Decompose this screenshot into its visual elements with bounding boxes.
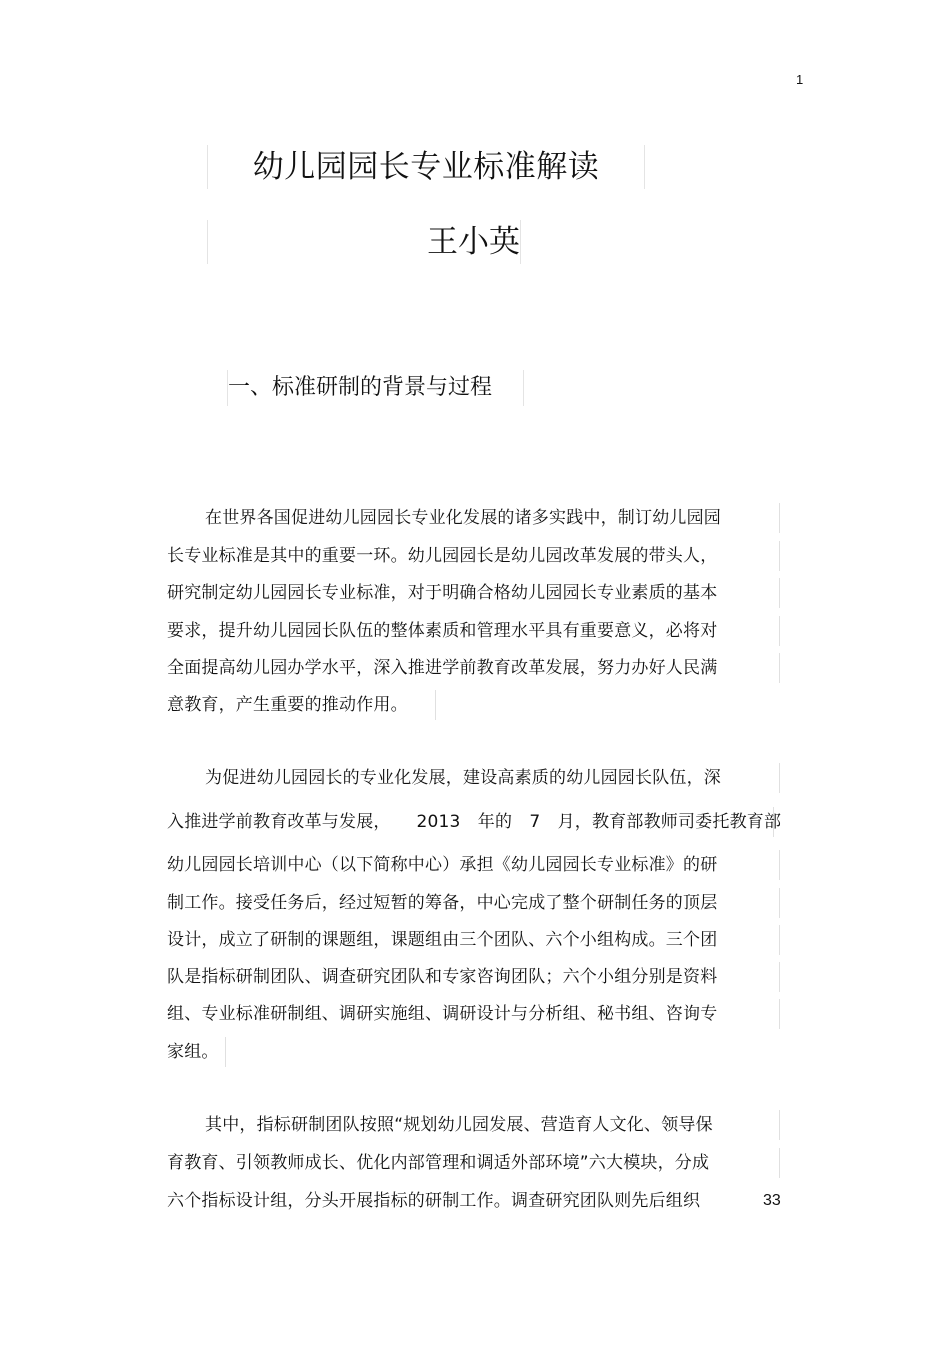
author-name: 王小英 — [207, 220, 521, 264]
paragraph-3-line-1: 其中，指标研制团队按照“规划幼儿园发展、营造育人文化、领导保 — [167, 1110, 780, 1140]
paragraph-3-line-3: 六个指标设计组，分头开展指标的研制工作。调查研究团队则先后组织 — [167, 1191, 701, 1211]
paragraph-2-line-6: 队是指标研制团队、调查研究团队和专家咨询团队；六个小组分别是资料 — [167, 962, 780, 992]
paragraph-2-line-2: 入推进学前教育改革与发展， 2013 年的 7 月，教育部教师司委托教育部 — [167, 807, 774, 837]
paragraph-1-line-6: 意教育，产生重要的推动作用。 — [167, 690, 436, 720]
paragraph-2-line-1: 为促进幼儿园园长的专业化发展，建设高素质的幼儿园园长队伍，深 — [167, 763, 780, 793]
page-number: 1 — [796, 72, 804, 87]
paragraph-2-line-5: 设计，成立了研制的课题组，课题组由三个团队、六个小组构成。三个团 — [167, 925, 780, 955]
paragraph-1-line-4: 要求，提升幼儿园园长队伍的整体素质和管理水平具有重要意义，必将对 — [167, 616, 780, 646]
paragraph-1-line-1: 在世界各国促进幼儿园园长专业化发展的诸多实践中，制订幼儿园园 — [167, 503, 780, 533]
paragraph-1-line-2: 长专业标准是其中的重要一环。幼儿园园长是幼儿园改革发展的带头人， — [167, 541, 780, 571]
paragraph-3-line-2: 育教育、引领教师成长、优化内部管理和调适外部环境”六大模块，分成 — [167, 1148, 780, 1178]
paragraph-2-line-8: 家组。 — [167, 1037, 226, 1067]
paragraph-2-line-7: 组、专业标准研制组、调研实施组、调研设计与分析组、秘书组、咨询专 — [167, 999, 780, 1029]
paragraph-2-line-4: 制工作。接受任务后，经过短暂的筹备，中心完成了整个研制任务的顶层 — [167, 888, 780, 918]
paragraph-1-line-3: 研究制定幼儿园园长专业标准，对于明确合格幼儿园园长专业素质的基本 — [167, 578, 780, 608]
document-title: 幼儿园园长专业标准解读 — [207, 145, 645, 189]
paragraph-1-line-5: 全面提高幼儿园办学水平，深入推进学前教育改革发展，努力办好人民满 — [167, 653, 780, 683]
section-heading: 一、标准研制的背景与过程 — [227, 370, 524, 406]
footer-page-number: 33 — [763, 1192, 781, 1209]
paragraph-2-line-3: 幼儿园园长培训中心（以下简称中心）承担《幼儿园园长专业标准》的研 — [167, 850, 780, 880]
